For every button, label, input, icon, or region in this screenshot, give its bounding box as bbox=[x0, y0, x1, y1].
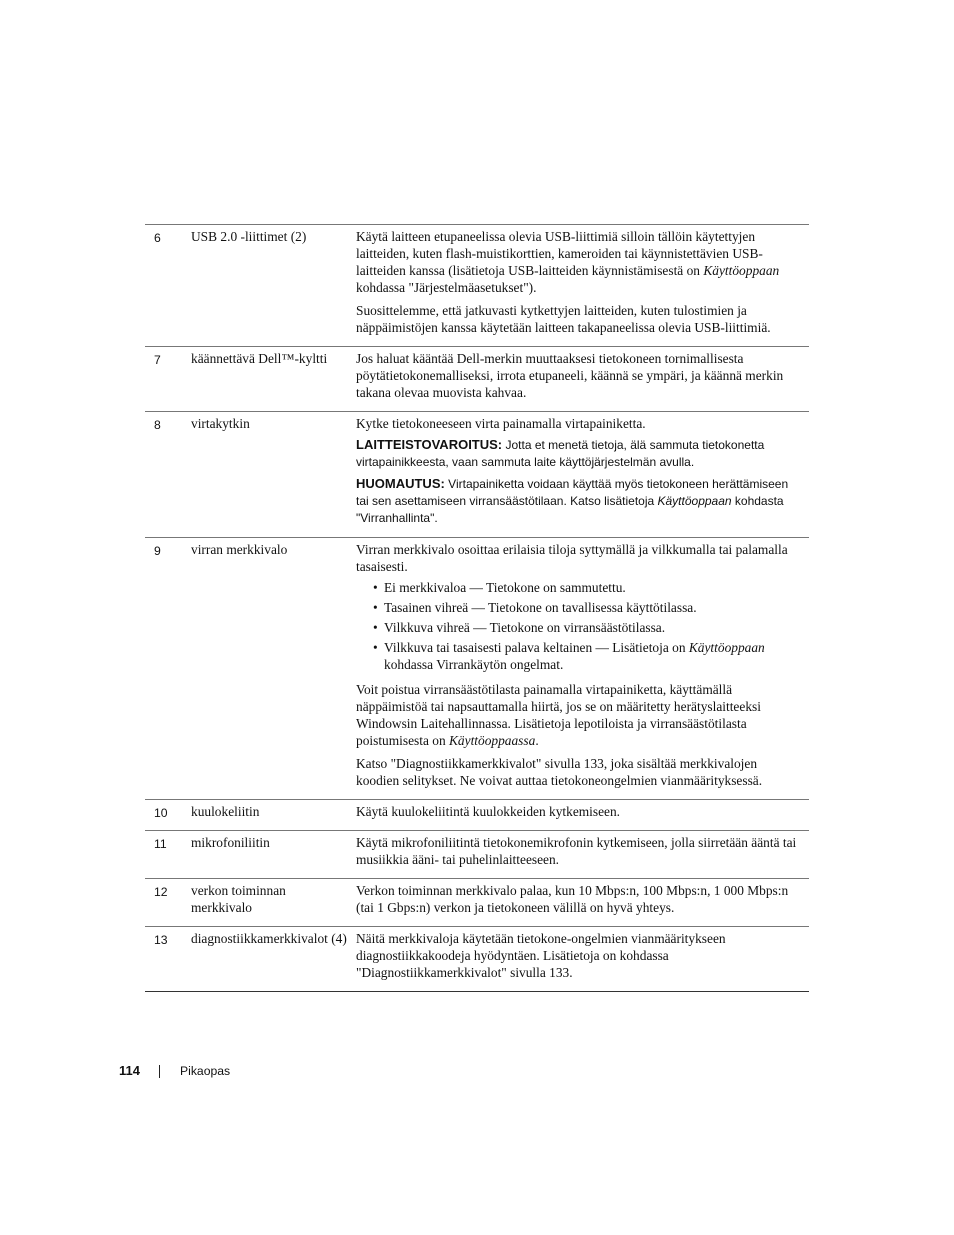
description-paragraph: Virran merkkivalo osoittaa erilaisia tiloja syttymällä ja vilkkumalla tai palamalla tasaisesti. bbox=[356, 542, 788, 574]
table-row-9 bbox=[145, 538, 809, 800]
description-paragraph: Käytä laitteen etupaneelissa olevia USB-liittimiä silloin tällöin käytettyjen laitteiden, kuten flash-muistikorttien, kameroiden tai käynnistettävien USB-laitteiden kanssa (lisätietoja USB-laitteiden käynnistämisestä on Käyttöoppaan kohdassa "Järjestelmäasetukset"). bbox=[356, 229, 780, 295]
table-row-13 bbox=[145, 927, 809, 992]
item-name: USB 2.0 -liittimet (2) bbox=[191, 229, 307, 244]
note-notice: HUOMAUTUS: Virtapainiketta voidaan käyttää myös tietokoneen herättämiseen tai sen asettamiseen virransäästötilaan. Katso lisätietoja Käyttöoppaan kohdasta "Virranhallinta". bbox=[356, 476, 789, 525]
table-row-11 bbox=[145, 831, 809, 879]
list-item: • Vilkkuva tai tasaisesti palava keltainen — Lisätietoja on Käyttöoppaan kohdassa Virrankäytön ongelmat. bbox=[384, 639, 803, 673]
table-row-6 bbox=[145, 225, 809, 347]
description-paragraph: Katso "Diagnostiikkamerkkivalot" sivulla 133, joka sisältää merkkivalojen koodien selitykset. Ne voivat auttaa tietokoneongelmien vianmäärityksessä. bbox=[356, 756, 763, 788]
table-row-8 bbox=[145, 412, 809, 538]
page-number: 114 bbox=[119, 1063, 140, 1078]
item-number: 6 bbox=[154, 231, 161, 245]
item-number: 7 bbox=[154, 353, 161, 367]
note-label: HUOMAUTUS: bbox=[356, 476, 445, 491]
caution-label: LAITTEISTOVAROITUS: bbox=[356, 437, 503, 452]
item-number: 11 bbox=[154, 837, 167, 851]
description-paragraph: Jos haluat kääntää Dell-merkin muuttaaksesi tietokoneen tornimallisesta pöytätietokonemalliseksi, irrota etupaneeli, käännä se ympäri, ja käännä merkin takana olevaa muovista kahvaa. bbox=[356, 351, 784, 400]
item-description bbox=[356, 347, 809, 412]
item-number: 10 bbox=[154, 806, 168, 820]
status-bullet-list bbox=[356, 579, 803, 673]
item-description bbox=[356, 927, 809, 992]
list-item: • Vilkkuva vihreä — Tietokone on virransäästötilassa. bbox=[384, 619, 803, 636]
hardware-caution-notice: LAITTEISTOVAROITUS: Jotta et menetä tietoja, älä sammuta tietokonetta virtapainikkeesta, vaan sammuta laite käyttöjärjestelmän avulla. bbox=[356, 437, 765, 469]
item-name: virran merkkivalo bbox=[191, 542, 288, 557]
table-row-12 bbox=[145, 879, 809, 927]
description-paragraph: Näitä merkkivaloja käytetään tietokone-ongelmien vianmääritykseen diagnostiikkakoodeja hyödyntäen. Lisätietoja on kohdassa "Diagnostiikkamerkkivalot" sivulla 133. bbox=[356, 931, 726, 980]
description-paragraph: Verkon toiminnan merkkivalo palaa, kun 10 Mbps:n, 100 Mbps:n, 1 000 Mbps:n (tai 1 Gbps:n) verkon ja tietokoneen välillä on hyvä yhteys. bbox=[356, 883, 789, 915]
item-description bbox=[356, 412, 809, 538]
description-paragraph: Kytke tietokoneeseen virta painamalla virtapainiketta. bbox=[356, 416, 646, 431]
item-description bbox=[356, 538, 809, 800]
description-paragraph: Käytä mikrofoniliitintä tietokonemikrofonin kytkemiseen, jolla siirretään ääntä tai musiikkia ääni- tai puhelinlaitteeseen. bbox=[356, 835, 797, 867]
item-description bbox=[356, 225, 809, 347]
item-name: verkon toiminnan merkkivalo bbox=[191, 883, 286, 915]
item-name: käännettävä Dell™-kyltti bbox=[191, 351, 328, 366]
item-name: diagnostiikkamerkkivalot (4) bbox=[191, 931, 347, 946]
item-description bbox=[356, 879, 809, 927]
description-paragraph: Voit poistua virransäästötilasta painamalla virtapainiketta, käyttämällä näppäimistöä tai napsauttamalla hiirtä, jos se on määritetty herätyslaitteeksi Windowsin Laitehallinnassa. Lisätietoja lepotiloista ja virransäästötilasta poistumisesta on Käyttöoppaassa. bbox=[356, 682, 761, 748]
list-item: • Ei merkkivaloa — Tietokone on sammutettu. bbox=[384, 579, 803, 596]
list-item: • Tasainen vihreä — Tietokone on tavallisessa käyttötilassa. bbox=[384, 599, 803, 616]
item-name: kuulokeliitin bbox=[191, 804, 260, 819]
table-row-7 bbox=[145, 347, 809, 412]
item-number: 13 bbox=[154, 933, 168, 947]
connector-spec-table bbox=[145, 224, 809, 992]
item-description bbox=[356, 800, 809, 831]
description-paragraph: Suosittelemme, että jatkuvasti kytkettyjen laitteiden, kuten tulostimien ja näppäimistöjen kanssa käytetään laitteen takapaneelissa olevia USB-liittimiä. bbox=[356, 303, 771, 335]
item-name: virtakytkin bbox=[191, 416, 250, 431]
item-number: 9 bbox=[154, 544, 161, 558]
description-paragraph: Käytä kuulokeliitintä kuulokkeiden kytkemiseen. bbox=[356, 804, 621, 819]
item-number: 12 bbox=[154, 885, 168, 899]
footer-divider bbox=[159, 1065, 160, 1078]
item-description bbox=[356, 831, 809, 879]
table-row-10 bbox=[145, 800, 809, 831]
item-name: mikrofoniliitin bbox=[191, 835, 270, 850]
item-number: 8 bbox=[154, 418, 161, 432]
footer-title: Pikaopas bbox=[180, 1064, 231, 1078]
